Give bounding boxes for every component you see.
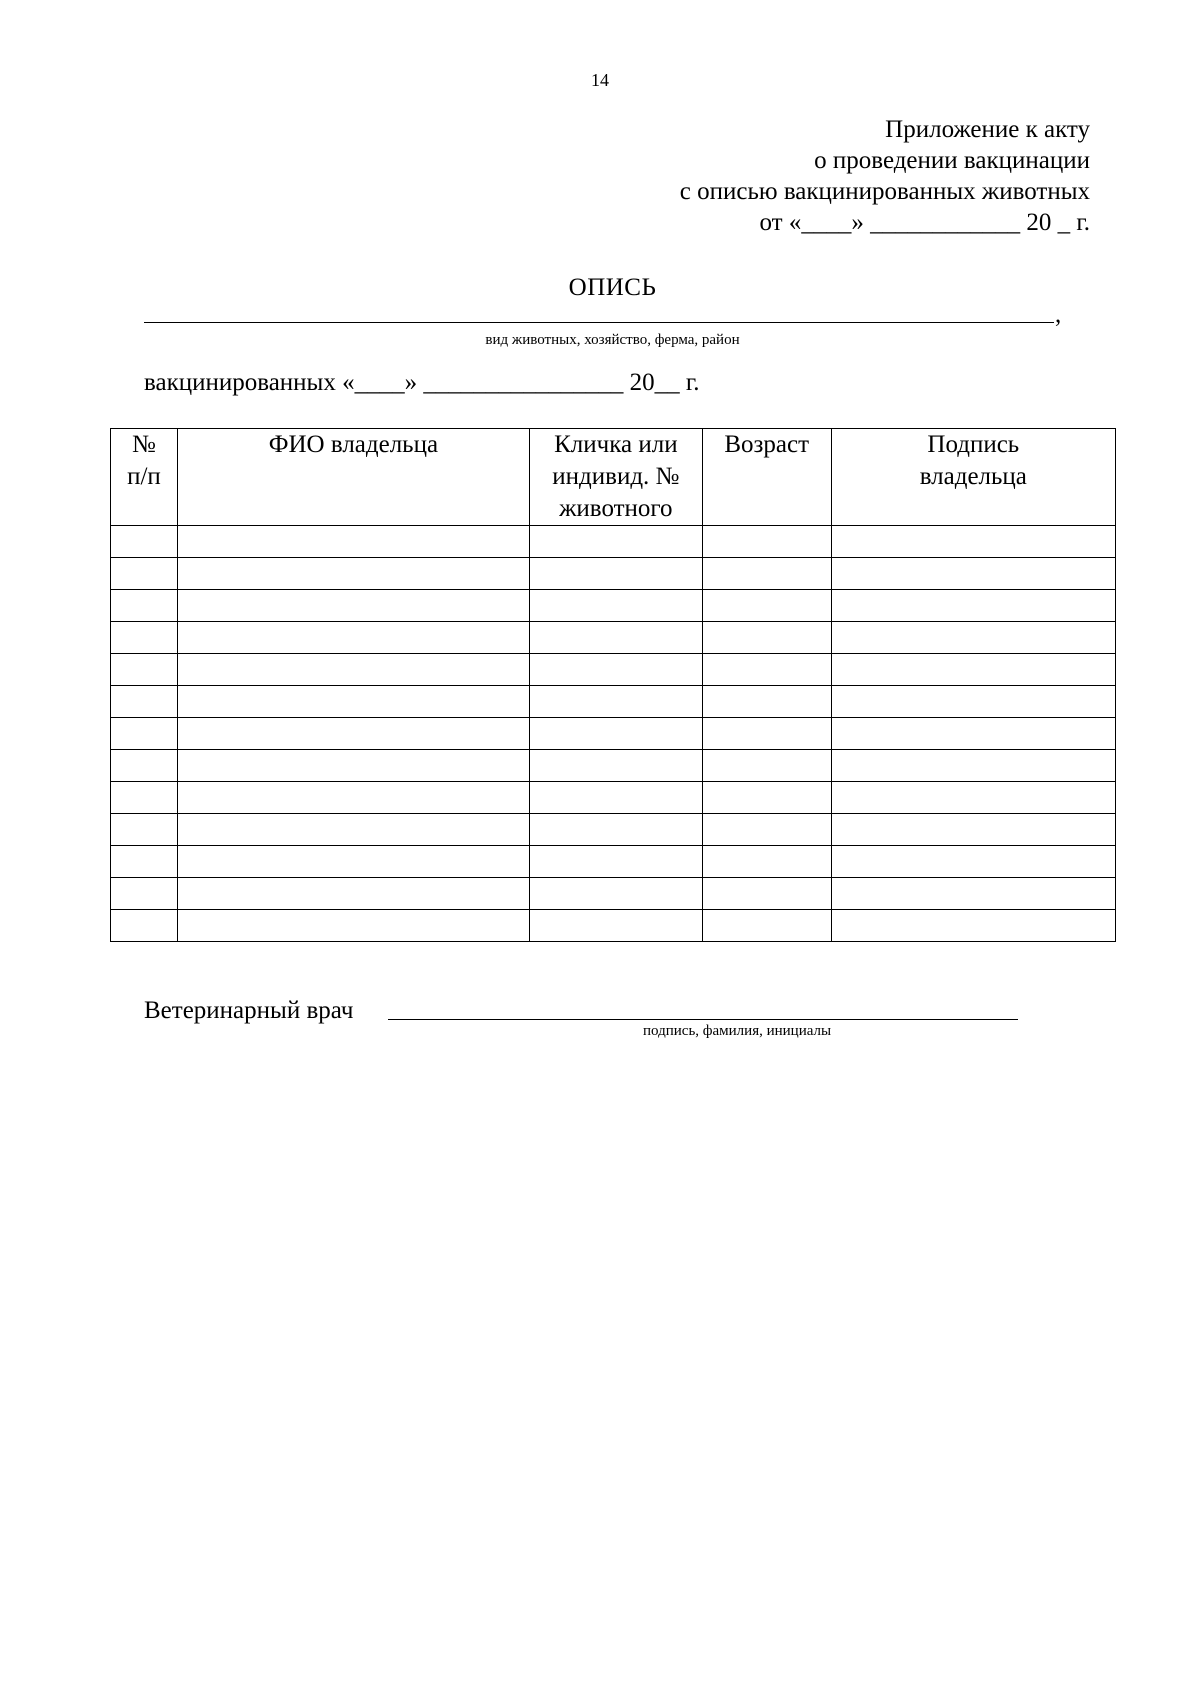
cell-age[interactable]	[702, 718, 831, 750]
header-owner-name-text: ФИО владельца	[268, 431, 439, 458]
cell-animal-id[interactable]	[529, 782, 702, 814]
appendix-line-2: о проведении вакцинации	[814, 147, 1090, 174]
cell-owner-name[interactable]	[177, 782, 529, 814]
document-title: ОПИСЬ	[568, 274, 657, 301]
table-row	[111, 654, 1116, 686]
table-header-row	[111, 429, 1116, 526]
appendix-line-3: с описью вакцинированных животных	[679, 178, 1090, 205]
cell-owner-signature[interactable]	[831, 558, 1115, 590]
cell-age[interactable]	[702, 814, 831, 846]
appendix-header	[680, 114, 1090, 238]
cell-animal-id[interactable]	[529, 814, 702, 846]
cell-owner-name[interactable]	[177, 814, 529, 846]
cell-owner-name[interactable]	[177, 750, 529, 782]
cell-owner-signature[interactable]	[831, 782, 1115, 814]
cell-number[interactable]	[111, 686, 178, 718]
cell-animal-id[interactable]	[529, 910, 702, 942]
cell-animal-id[interactable]	[529, 622, 702, 654]
header-number	[111, 429, 178, 526]
cell-owner-name[interactable]	[177, 558, 529, 590]
cell-owner-signature[interactable]	[831, 654, 1115, 686]
cell-number[interactable]	[111, 558, 178, 590]
cell-age[interactable]	[702, 590, 831, 622]
cell-owner-name[interactable]	[177, 718, 529, 750]
cell-owner-signature[interactable]	[831, 590, 1115, 622]
cell-age[interactable]	[702, 750, 831, 782]
cell-owner-signature[interactable]	[831, 878, 1115, 910]
cell-age[interactable]	[702, 782, 831, 814]
cell-number[interactable]	[111, 750, 178, 782]
cell-owner-name[interactable]	[177, 654, 529, 686]
cell-owner-signature[interactable]	[831, 846, 1115, 878]
cell-owner-name[interactable]	[177, 622, 529, 654]
cell-owner-signature[interactable]	[831, 526, 1115, 558]
table-row	[111, 590, 1116, 622]
cell-age[interactable]	[702, 878, 831, 910]
header-number-line-2: п/п	[127, 463, 161, 490]
cell-owner-signature[interactable]	[831, 622, 1115, 654]
table-row	[111, 782, 1116, 814]
cell-number[interactable]	[111, 782, 178, 814]
cell-number[interactable]	[111, 654, 178, 686]
table-row	[111, 878, 1116, 910]
cell-owner-signature[interactable]	[831, 910, 1115, 942]
page-number: 14	[591, 70, 609, 90]
cell-owner-name[interactable]	[177, 846, 529, 878]
subject-field[interactable]	[144, 301, 1064, 328]
cell-number[interactable]	[111, 814, 178, 846]
table-row	[111, 814, 1116, 846]
veterinarian-caption: подпись, фамилия, инициалы	[643, 1023, 832, 1039]
cell-age[interactable]	[702, 846, 831, 878]
cell-number[interactable]	[111, 718, 178, 750]
header-animal-id-line-1: Кличка или	[554, 431, 678, 458]
cell-number[interactable]	[111, 910, 178, 942]
table-row	[111, 558, 1116, 590]
header-animal-id	[529, 429, 702, 526]
cell-owner-name[interactable]	[177, 878, 529, 910]
cell-age[interactable]	[702, 910, 831, 942]
header-age-text: Возраст	[724, 431, 809, 458]
veterinarian-label: Ветеринарный врач	[144, 997, 354, 1024]
header-owner-name	[177, 429, 529, 526]
subject-caption: вид животных, хозяйство, ферма, район	[485, 332, 740, 348]
cell-animal-id[interactable]	[529, 686, 702, 718]
cell-age[interactable]	[702, 622, 831, 654]
header-signature-line-1: Подпись	[927, 431, 1020, 458]
header-owner-signature	[831, 429, 1115, 526]
cell-age[interactable]	[702, 558, 831, 590]
cell-owner-name[interactable]	[177, 686, 529, 718]
cell-number[interactable]	[111, 846, 178, 878]
header-age	[702, 429, 831, 526]
cell-owner-name[interactable]	[177, 910, 529, 942]
cell-owner-signature[interactable]	[831, 718, 1115, 750]
cell-number[interactable]	[111, 526, 178, 558]
table-row	[111, 910, 1116, 942]
cell-animal-id[interactable]	[529, 526, 702, 558]
cell-animal-id[interactable]	[529, 590, 702, 622]
cell-owner-signature[interactable]	[831, 686, 1115, 718]
cell-animal-id[interactable]	[529, 654, 702, 686]
table-body	[111, 526, 1116, 942]
appendix-line-4: от «____» ____________ 20 _ г.	[759, 209, 1090, 236]
table-row	[111, 686, 1116, 718]
cell-animal-id[interactable]	[529, 558, 702, 590]
table-row	[111, 718, 1116, 750]
appendix-line-1: Приложение к акту	[885, 116, 1090, 143]
table-row	[111, 750, 1116, 782]
cell-owner-name[interactable]	[177, 590, 529, 622]
cell-number[interactable]	[111, 622, 178, 654]
table-row	[111, 846, 1116, 878]
cell-age[interactable]	[702, 526, 831, 558]
subject-comma: ,	[1055, 301, 1062, 328]
cell-animal-id[interactable]	[529, 718, 702, 750]
table-row	[111, 526, 1116, 558]
cell-age[interactable]	[702, 686, 831, 718]
cell-number[interactable]	[111, 590, 178, 622]
cell-animal-id[interactable]	[529, 846, 702, 878]
table-row	[111, 622, 1116, 654]
header-animal-id-line-3: животного	[559, 495, 673, 522]
cell-owner-name[interactable]	[177, 526, 529, 558]
cell-animal-id[interactable]	[529, 878, 702, 910]
cell-owner-signature[interactable]	[831, 750, 1115, 782]
cell-owner-signature[interactable]	[831, 814, 1115, 846]
header-number-line-1: №	[131, 431, 156, 458]
veterinarian-signature-field[interactable]	[388, 1019, 1018, 1020]
vaccinated-date-line: вакцинированных «____» ________________ 20__ г.	[144, 369, 700, 396]
cell-number[interactable]	[111, 878, 178, 910]
header-signature-line-2: владельца	[919, 463, 1027, 490]
animal-registry-table	[110, 428, 1116, 942]
subject-underline	[144, 322, 1054, 323]
cell-animal-id[interactable]	[529, 750, 702, 782]
cell-age[interactable]	[702, 654, 831, 686]
header-animal-id-line-2: индивид. №	[552, 463, 680, 490]
